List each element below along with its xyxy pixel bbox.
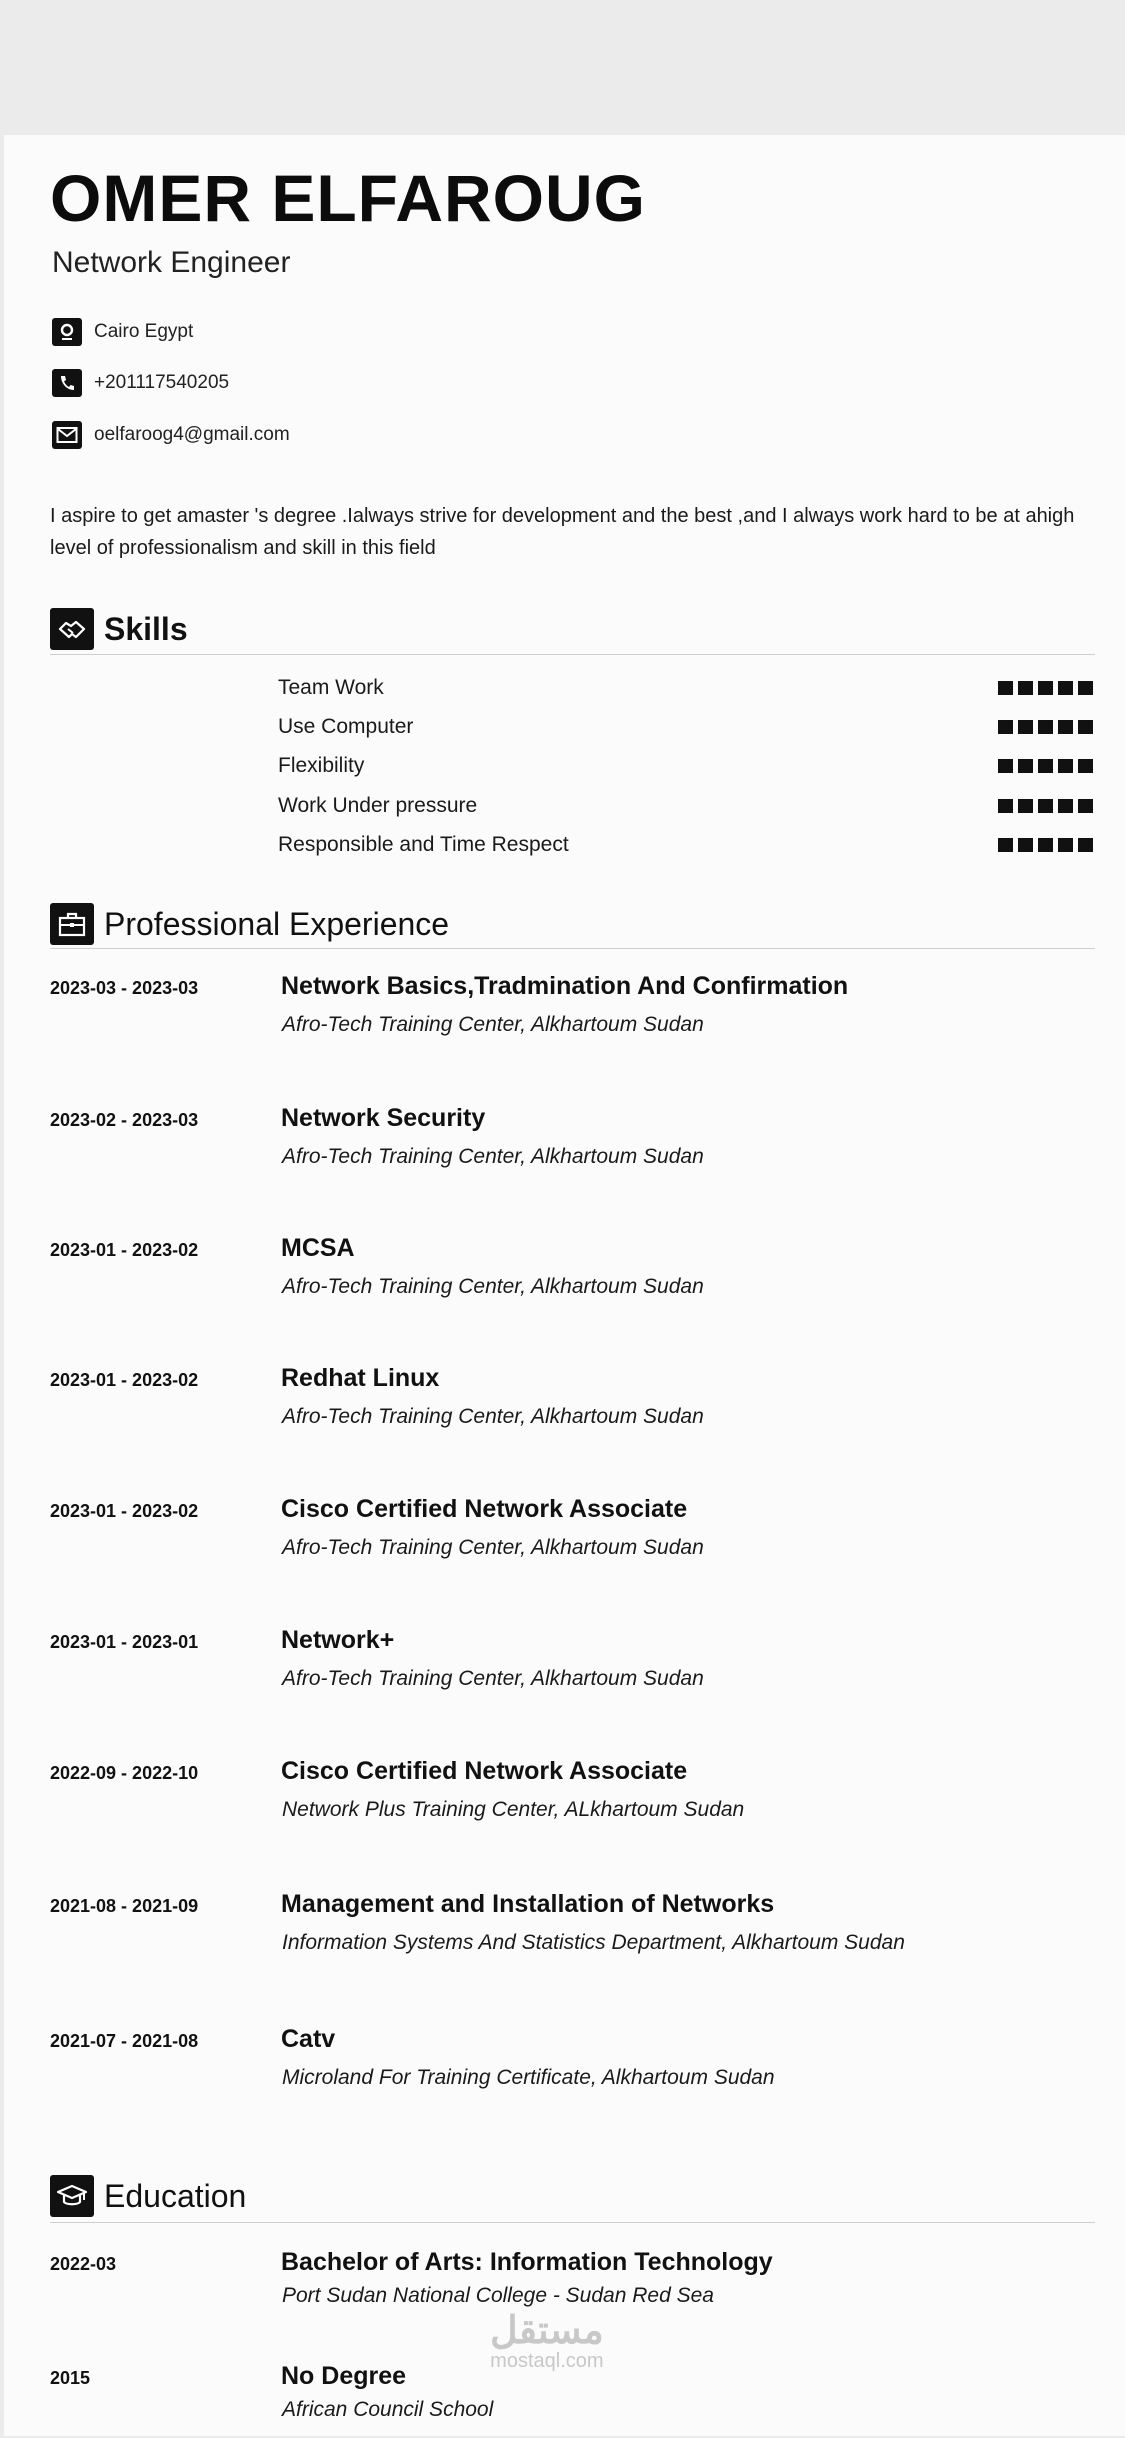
contact-phone-text: +201117540205 — [94, 372, 230, 393]
skills-heading — [50, 608, 188, 650]
skill-level — [998, 838, 1093, 852]
education-date: 2022-03 — [50, 2254, 117, 2274]
experience-entry — [50, 1491, 1095, 1571]
experience-title-text: Redhat Linux — [281, 1364, 440, 1392]
experience-place: Afro-Tech Training Center, Alkhartoum Sudan — [282, 1145, 704, 1168]
skill-level-square — [1038, 759, 1053, 773]
skill-row — [278, 709, 1093, 745]
handshake-icon — [50, 608, 94, 650]
experience-date: 2021-08 - 2021-09 — [50, 1896, 199, 1916]
experience-date: 2021-07 - 2021-08 — [50, 2031, 199, 2051]
experience-title-text: Network Security — [281, 1104, 486, 1132]
contact-phone — [52, 369, 229, 397]
experience-title-text: Catv — [281, 2025, 336, 2053]
skill-level-square — [998, 799, 1013, 813]
skill-name: Flexibility — [278, 754, 365, 777]
skill-row — [278, 827, 1093, 863]
skill-level-square — [1078, 681, 1093, 695]
summary-text: I aspire to get amaster 's degree .Ialways strive for development and the best ,and I always work hard to be at ahigh level of professionalism and skill in this field — [50, 505, 1075, 559]
experience-date: 2022-09 - 2022-10 — [50, 1763, 199, 1783]
skills-divider — [50, 654, 1095, 655]
experience-heading — [50, 903, 449, 945]
contact-location-text: Cairo Egypt — [94, 321, 194, 342]
experience-title-text: Network+ — [281, 1626, 395, 1654]
skill-level — [998, 681, 1093, 695]
experience-entry — [50, 1230, 1095, 1310]
skill-level — [998, 759, 1093, 773]
experience-place: Microland For Training Certificate, Alkhartoum Sudan — [282, 2066, 775, 2089]
skill-level-square — [998, 720, 1013, 734]
experience-date: 2023-01 - 2023-02 — [50, 1370, 199, 1390]
skill-level-square — [1078, 799, 1093, 813]
experience-title-text: Management and Installation of Networks — [281, 1890, 775, 1918]
skill-level-square — [998, 759, 1013, 773]
experience-place: Information Systems And Statistics Department, Alkhartoum Sudan — [282, 1931, 905, 1954]
watermark-latin: mostaql.com — [490, 2350, 604, 2372]
skill-level-square — [1078, 838, 1093, 852]
skill-row — [278, 748, 1093, 784]
experience-place: Afro-Tech Training Center, Alkhartoum Sudan — [282, 1405, 704, 1428]
experience-date: 2023-01 - 2023-02 — [50, 1240, 199, 1260]
skill-level-square — [1058, 759, 1073, 773]
skill-level-square — [1038, 681, 1053, 695]
experience-date: 2023-01 - 2023-01 — [50, 1632, 199, 1652]
experience-entry — [50, 1360, 1095, 1440]
education-title: Education — [104, 2177, 247, 2214]
skill-level-square — [1058, 681, 1073, 695]
experience-title-text: MCSA — [281, 1234, 355, 1262]
skill-level — [998, 720, 1093, 734]
experience-place: Afro-Tech Training Center, Alkhartoum Sudan — [282, 1667, 704, 1690]
skill-level-square — [1078, 759, 1093, 773]
experience-place: Network Plus Training Center, ALkhartoum Sudan — [282, 1798, 745, 1821]
skill-level-square — [1018, 759, 1033, 773]
skill-level-square — [1058, 799, 1073, 813]
skill-level-square — [1018, 681, 1033, 695]
skills-title: Skills — [104, 610, 188, 647]
skill-name: Work Under pressure — [278, 794, 478, 817]
education-divider — [50, 2222, 1095, 2223]
skill-level-square — [998, 681, 1013, 695]
skill-level — [998, 799, 1093, 813]
watermark-arabic: مستقل — [490, 2310, 604, 2352]
skill-level-square — [1038, 720, 1053, 734]
education-degree: Bachelor of Arts: Information Technology — [281, 2248, 773, 2276]
experience-title-text: Cisco Certified Network Associate — [281, 1757, 688, 1785]
experience-title-text: Network Basics,Tradmination And Confirmation — [281, 972, 849, 1000]
skill-level-square — [1078, 720, 1093, 734]
education-date: 2015 — [50, 2368, 91, 2388]
skill-name: Use Computer — [278, 715, 414, 738]
experience-entry — [50, 1886, 1095, 1966]
skill-level-square — [1058, 838, 1073, 852]
skill-level-square — [1018, 838, 1033, 852]
contact-location — [52, 318, 193, 346]
experience-divider — [50, 948, 1095, 949]
location-pin-icon — [52, 318, 82, 346]
experience-date: 2023-02 - 2023-03 — [50, 1110, 199, 1130]
education-school: African Council School — [282, 2398, 494, 2421]
experience-place: Afro-Tech Training Center, Alkhartoum Sudan — [282, 1275, 704, 1298]
skill-row — [278, 788, 1093, 824]
experience-date: 2023-01 - 2023-02 — [50, 1501, 199, 1521]
graduation-cap-icon — [50, 2175, 94, 2217]
experience-place: Afro-Tech Training Center, Alkhartoum Sudan — [282, 1013, 704, 1036]
education-school: Port Sudan National College - Sudan Red Sea — [282, 2284, 714, 2307]
skill-level-square — [1018, 799, 1033, 813]
skill-level-square — [1038, 838, 1053, 852]
experience-title: Professional Experience — [104, 905, 450, 942]
briefcase-icon — [50, 903, 94, 945]
skill-name: Team Work — [278, 676, 384, 699]
experience-entry — [50, 968, 1095, 1048]
contact-email — [52, 421, 290, 449]
experience-title-text: Cisco Certified Network Associate — [281, 1495, 688, 1523]
experience-entry — [50, 1100, 1095, 1180]
skill-name: Responsible and Time Respect — [278, 833, 569, 856]
experience-entry — [50, 2021, 1095, 2101]
skill-level-square — [1018, 720, 1033, 734]
experience-date: 2023-03 - 2023-03 — [50, 978, 199, 998]
mail-icon — [52, 421, 82, 449]
phone-icon — [52, 369, 82, 397]
experience-entry — [50, 1622, 1095, 1702]
candidate-role: Network Engineer — [52, 246, 291, 279]
candidate-name: OMER ELFAROUG — [50, 161, 647, 235]
skill-level-square — [1058, 720, 1073, 734]
watermark-logo — [490, 2312, 604, 2373]
education-heading — [50, 2175, 246, 2217]
contact-email-text: oelfaroog4@gmail.com — [94, 424, 290, 445]
skill-level-square — [998, 838, 1013, 852]
skill-level-square — [1038, 799, 1053, 813]
skill-row — [278, 670, 1093, 706]
experience-place: Afro-Tech Training Center, Alkhartoum Sudan — [282, 1536, 704, 1559]
education-degree: No Degree — [281, 2362, 407, 2390]
experience-entry — [50, 1753, 1095, 1833]
